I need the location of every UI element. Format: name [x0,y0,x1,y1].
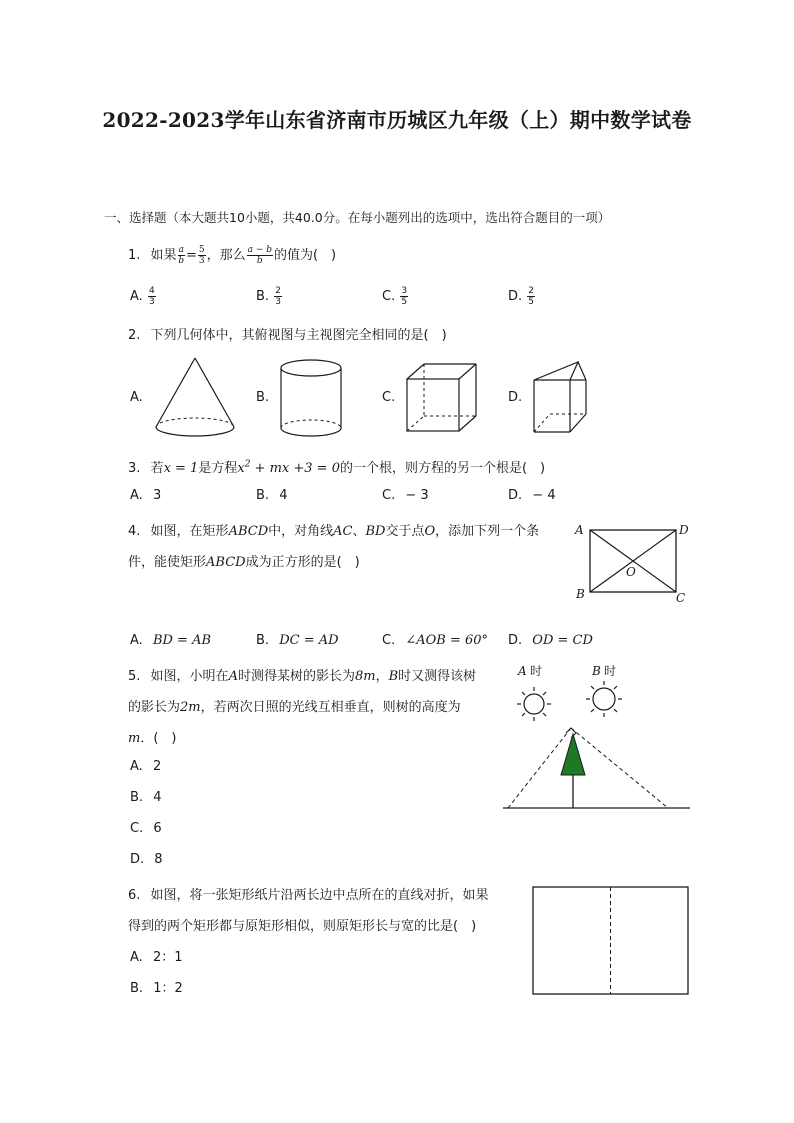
option-b[interactable] [256,286,283,307]
question-text: 交于点 [385,524,425,539]
option-value: 4 [153,790,162,805]
cylinder-figure [278,358,344,442]
option-a[interactable] [130,946,182,965]
question-number: 6. [128,888,141,903]
question-5-line-2 [128,696,461,715]
option-value: 6 [153,821,162,836]
frac-num: 4 [148,286,155,296]
option-d[interactable] [508,390,522,405]
option-c[interactable] [130,821,162,836]
math-exponent: 2 [244,459,251,470]
fraction-5-over-3 [198,245,206,266]
folded-rectangle-figure [532,886,692,998]
option-b[interactable] [130,977,183,996]
question-text: 时又测得该树 [398,669,477,684]
option-letter: C. [382,289,396,304]
option-letter: C. [130,821,144,836]
option-fraction [148,286,156,307]
question-text: 如图，将一张矩形纸片沿两长边中点所在的直线对折，如果 [150,888,489,903]
option-fraction [400,286,408,307]
question-2 [128,324,447,343]
tree-icon [561,734,585,775]
option-c[interactable] [382,390,395,405]
frac-den: 3 [198,256,205,266]
question-text: ．( ) [140,731,177,746]
question-text: 的影长为 [128,700,181,715]
option-d[interactable] [508,633,593,648]
option-value: 2 [152,759,162,774]
option-letter: D. [508,633,523,648]
question-text: ，添加下列一个条 [435,524,540,539]
option-c[interactable] [382,488,429,503]
option-value: BD = AB [152,633,212,648]
option-a[interactable] [130,759,161,774]
fraction-a-over-b [178,245,185,266]
question-text: ，若两次日照的光线互相垂直，则树的高度为 [200,700,461,715]
option-letter: A. [130,488,143,503]
question-text: ，那么 [206,248,246,263]
question-number: 3. [128,461,141,476]
option-d[interactable] [130,852,163,867]
option-c[interactable] [382,286,409,307]
question-4 [128,520,539,539]
question-4-line-2 [128,551,360,570]
question-text: 得到的两个矩形都与原矩形相似，则原矩形长与宽的比是( ) [128,919,477,934]
question-number: 2. [128,328,141,343]
option-value: 3 [152,488,162,503]
frac-num: 2 [275,286,281,296]
label-d: D [679,523,689,537]
option-value: OD = CD [532,633,593,648]
option-letter: B. [130,981,144,996]
question-3 [128,457,545,476]
label-a-time: A [518,664,527,678]
option-letter: A. [130,950,143,965]
math-x: x [237,461,245,476]
frac-den: b [256,256,263,266]
option-value: 8 [154,852,163,867]
question-text: 件，能使矩形 [128,555,207,570]
option-letter: B. [256,390,270,405]
label-o: O [626,565,636,579]
question-5 [128,665,476,684]
option-a[interactable] [130,286,157,307]
option-value: − 3 [405,488,429,503]
frac-num: a [178,245,184,255]
option-value: 4 [279,488,288,503]
question-number: 1. [128,248,141,263]
frac-den: b [178,256,185,266]
option-letter: D. [508,488,523,503]
math-m: m [128,731,141,746]
tree-shadow-figure [500,660,695,815]
option-letter: D. [508,390,523,405]
question-text: 时测得某树的影长为 [237,669,355,684]
label-c: C [676,591,686,605]
math-o: O [424,524,436,539]
option-b[interactable] [130,790,161,805]
option-d[interactable] [508,286,536,307]
option-value: 1：2 [153,981,183,996]
label-a-shi: 时 [530,664,543,678]
option-value: 2：1 [152,950,183,965]
cube-figure [405,362,485,436]
option-b[interactable] [256,488,287,503]
math-x-equals-1: x = 1 [163,461,199,476]
option-letter: B. [130,790,144,805]
frac-den: 5 [528,297,535,307]
option-letter: D. [130,852,145,867]
label-a: A [575,523,584,537]
label-b-shi: 时 [604,664,617,678]
frac-den: 3 [275,297,281,307]
question-text: 的一个根，则方程的另一个根是( ) [339,461,546,476]
math-bd: BD [365,524,386,539]
fraction-a-minus-b-over-b [247,245,273,266]
question-text: 如果 [150,248,177,263]
sun-a-icon [517,687,551,721]
question-text: 是方程 [198,461,238,476]
option-letter: B. [256,289,270,304]
question-text: 下列几何体中，其俯视图与主视图完全相同的是( ) [150,328,447,343]
option-letter: C. [382,633,396,648]
option-a[interactable] [130,390,143,405]
question-text: 成为正方形的是( ) [245,555,360,570]
frac-den: 5 [401,297,408,307]
option-letter: B. [256,488,270,503]
page-title: 2022-2023学年山东省济南市历城区九年级（上）期中数学试卷 [102,108,692,132]
math-b: B [388,669,399,684]
option-letter: A. [130,289,143,304]
triangular-prism-figure [532,360,592,438]
question-number: 4. [128,524,141,539]
option-value: DC = AD [279,633,339,648]
option-fraction [527,286,535,307]
question-text: 、 [352,524,366,539]
math-a: A [228,669,238,684]
question-text: 如图，在矩形 [150,524,229,539]
sun-b-icon [586,681,622,717]
option-a[interactable] [130,488,161,503]
option-letter: C. [382,390,396,405]
label-b: B [576,587,585,601]
label-b-time: B [592,664,601,678]
option-value: − 4 [532,488,556,503]
question-text: 的值为( ) [273,248,337,263]
option-letter: A. [130,390,143,405]
question-text: 如图，小明在 [150,669,229,684]
question-6 [128,884,489,903]
section-heading: 一、选择题（本大题共10小题，共40.0分。在每小题列出的选项中，选出符合题目的一项） [104,210,611,225]
question-1 [128,244,336,266]
frac-den: 3 [148,297,155,307]
equals-sign: = [185,248,197,263]
frac-num: 2 [528,286,535,296]
option-d[interactable] [508,488,556,503]
math-ac: AC [333,524,353,539]
frac-num: 5 [198,245,205,255]
option-b[interactable] [256,390,269,405]
option-letter: A. [130,633,143,648]
question-text: ， [375,669,389,684]
math-2m: 2m [180,700,201,715]
option-a[interactable] [130,633,211,648]
frac-num: a − b [247,245,272,255]
option-letter: A. [130,759,143,774]
question-text: 若 [150,461,164,476]
option-b[interactable] [256,633,339,648]
math-equation-rest: + mx +3 = 0 [250,461,340,476]
option-value: ∠AOB = 60° [405,633,489,648]
question-5-line-3 [128,727,176,746]
math-8m: 8m [354,669,376,684]
question-number: 5. [128,669,141,684]
option-letter: B. [256,633,270,648]
math-abcd: ABCD [228,524,269,539]
frac-num: 3 [401,286,408,296]
option-letter: D. [508,289,523,304]
question-text: 中，对角线 [268,524,334,539]
option-c[interactable] [382,633,488,648]
cone-figure [150,355,240,445]
question-6-line-2 [128,915,476,934]
option-letter: C. [382,488,396,503]
rectangle-diagonals-figure [570,520,700,606]
option-fraction [274,286,282,307]
math-abcd: ABCD [206,555,246,570]
